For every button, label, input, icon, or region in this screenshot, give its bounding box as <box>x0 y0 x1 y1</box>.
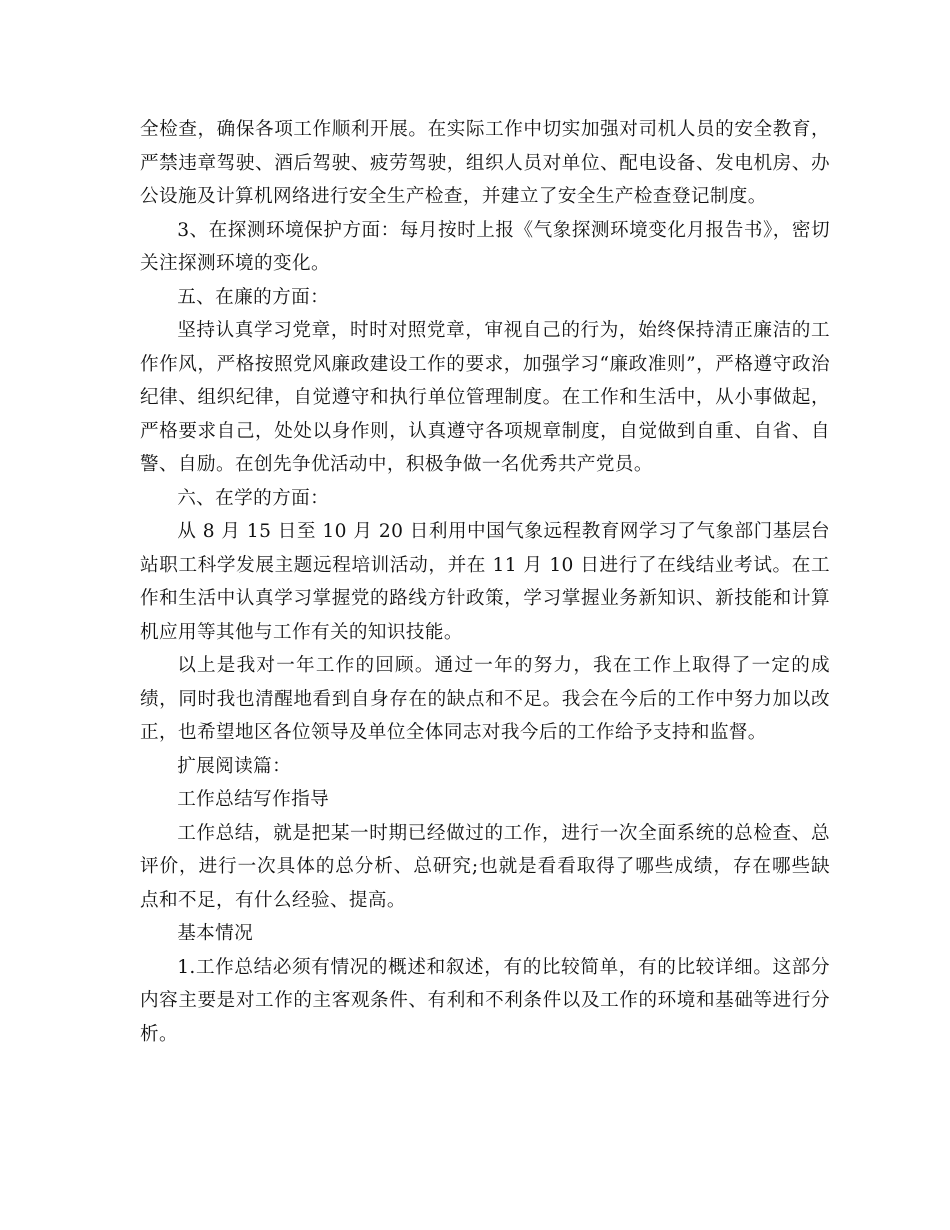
heading-basic-situation: 基本情况 <box>177 923 254 944</box>
paragraph-basic-situation: 1.工作总结必须有情况的概述和叙述，有的比较简单，有的比较详细。这部分内容主要是对工作的主客观条件、有利和不利条件以及工作的环境和基础等进行分析。 <box>140 956 830 1045</box>
paragraph-review: 以上是我对一年工作的回顾。通过一年的努力，我在工作上取得了一定的成绩，同时我也清醒地看到自身存在的缺点和不足。我会在今后的工作中努力加以改正，也希望地区各位领导及单位全体同志对我今后的工作给予支持和监督。 <box>140 655 830 743</box>
paragraph-learning: 从 8 月 15 日至 10 月 20 日利用中国气象远程教育网学习了气象部门基层台站职工科学发展主题远程培训活动，并在 11 月 10 日进行了在线结业考试。在工作和生活中认真学习掌握党的路线方针政策，学习掌握业务新知识、新技能和计算机应用等其他与工作有关的知识技能。 <box>140 521 830 643</box>
paragraph-safety-check: 全检查，确保各项工作顺利开展。在实际工作中切实加强对司机人员的安全教育，严禁违章驾驶、酒后驾驶、疲劳驾驶，组织人员对单位、配电设备、发电机房、办公设施及计算机网络进行安全生产检查，并建立了安全生产检查登记制度。 <box>140 119 830 207</box>
heading-extended-reading: 扩展阅读篇： <box>177 755 292 777</box>
heading-writing-guide: 工作总结写作指导 <box>177 789 330 810</box>
heading-integrity: 五、在廉的方面： <box>177 286 330 308</box>
paragraph-integrity: 坚持认真学习党章，时时对照党章，审视自己的行为，始终保持清正廉洁的工作作风，严格按照党风廉政建设工作的要求，加强学习“廉政准则”，严格遵守政治纪律、组织纪律，自觉遵守和执行单位管理制度。在工作和生活中，从小事做起，严格要求自己，处处以身作则，认真遵守各项规章制度，自觉做到自重、自省、自警、自励。在创先争优活动中，积极争做一名优秀共产党员。 <box>140 320 830 475</box>
heading-learning: 六、在学的方面： <box>177 487 330 509</box>
paragraph-summary-definition: 工作总结，就是把某一时期已经做过的工作，进行一次全面系统的总检查、总评价，进行一次具体的总分析、总研究;也就是看看取得了哪些成绩，存在哪些缺点和不足，有什么经验、提高。 <box>140 822 830 911</box>
document-body <box>140 113 830 1051</box>
paragraph-environment-protection: 3、在探测环境保护方面：每月按时上报《气象探测环境变化月报告书》，密切关注探测环境的变化。 <box>140 219 830 274</box>
